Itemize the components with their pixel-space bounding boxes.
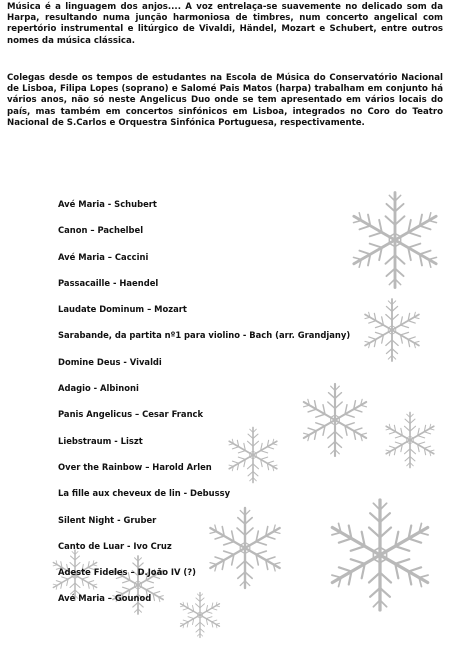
program-item: Adeste Fideles – D.João IV (?) [58,567,196,578]
program-item: Adagio - Albinoni [58,383,139,394]
program-item: Laudate Dominum – Mozart [58,304,187,315]
program-item: Liebstraum - Liszt [58,435,143,446]
program-item: Canto de Luar - Ivo Cruz [58,540,172,551]
program-item: La fille aux cheveux de lin - Debussy [58,488,231,499]
concert-program-list [58,198,378,619]
program-item: Avé Maria – Caccini [58,251,149,262]
program-item: Avé Maria - Schubert [58,199,157,209]
program-item: Silent Night - Gruber [58,514,157,525]
program-item: Panis Angelicus – Cesar Franck [58,409,204,420]
program-item: Sarabande, da partita nº1 para violino - Bach (arr. Grandjany) [58,330,351,341]
program-item: Passacaille - Haendel [58,277,159,288]
program-item: Over the Rainbow – Harold Arlen [58,461,212,472]
intro-paragraph-1: Música é a linguagem dos anjos.... A voz entrelaça-se suavemente no delicado som da Harpa, resultando numa junção harmoniosa de timbres, num concerto angelical com repertório instrumental e litúrgico de Vivaldi, Händel, Mozart e Schubert, entre outros nomes da música clássica. [7,2,443,46]
program-item: Avé Maria – Gounod [58,593,152,604]
program-item: Domine Deus - Vivaldi [58,356,162,367]
program-item: Canon – Pachelbel [58,225,144,236]
intro-paragraph-2: Colegas desde os tempos de estudantes na Escola de Música do Conservatório Nacional de Lisboa, Filipa Lopes (soprano) e Salomé Pais Matos (harpa) trabalham em conjunto há vários anos, não só neste Angelicus Duo onde se tem apresentado em vários locais do país, mas também em concertos sinfónicos em Lisboa, integrados no Coro do Teatro Nacional de S.Carlos e Orquestra Sinfónica Portuguesa, respectivamente. [7,73,443,128]
